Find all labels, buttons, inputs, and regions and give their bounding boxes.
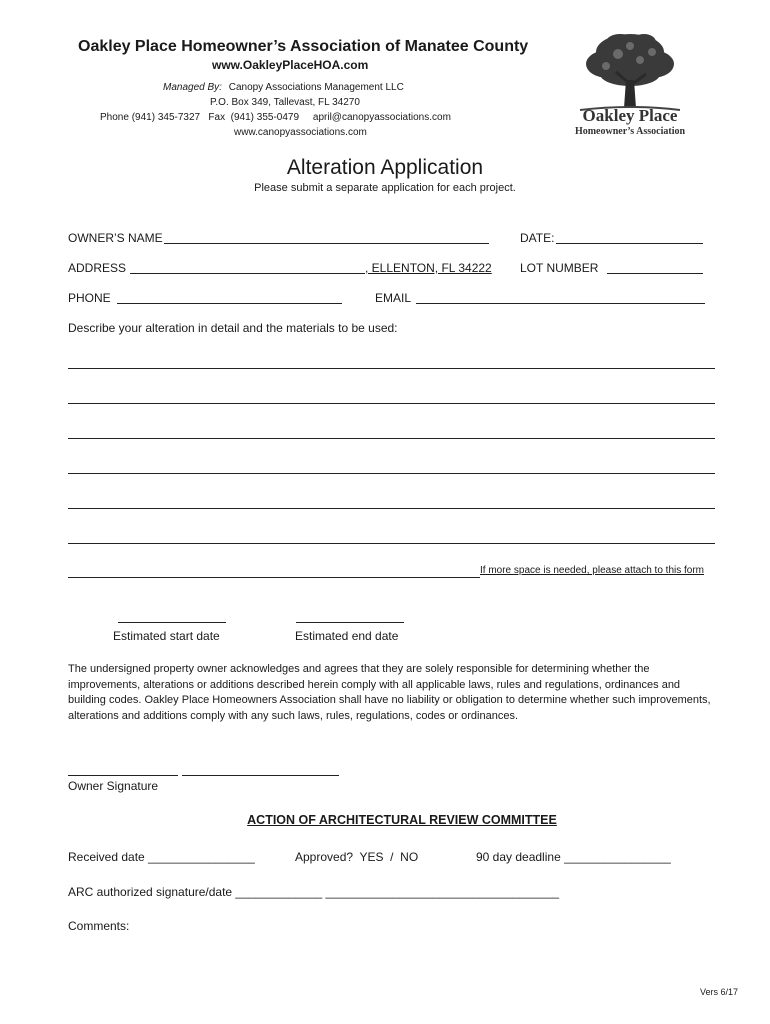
description-line-6[interactable]	[68, 543, 715, 544]
form-title: Alteration Application	[286, 156, 484, 179]
description-line-5[interactable]	[68, 508, 715, 509]
owner-signature-field[interactable]	[68, 775, 178, 776]
phone-label: PHONE	[68, 291, 111, 305]
version-label: Vers 6/17	[699, 987, 738, 997]
contact-line: Phone (941) 345-7327 Fax (941) 355-0479 april@canopyassociations.com	[100, 112, 451, 123]
association-title: Oakley Place Homeowner’s Association of Manatee County	[78, 38, 529, 55]
email-label: EMAIL	[375, 291, 412, 305]
description-line-4[interactable]	[68, 473, 715, 474]
description-line-7[interactable]	[68, 577, 480, 578]
form-subtitle: Please submit a separate application for each project.	[254, 182, 516, 194]
email-field[interactable]	[416, 303, 705, 304]
address-city-suffix: , ELLENTON, FL 34222	[365, 261, 492, 275]
approved-label: Approved? YES / NO	[295, 850, 419, 864]
ninety-day-deadline-label: 90 day deadline ________________	[476, 850, 671, 864]
po-box: P.O. Box 349, Tallevast, FL 34270	[210, 97, 360, 108]
managed-by-line	[163, 82, 404, 93]
lot-number-field[interactable]	[607, 273, 703, 274]
arc-signature-label: ARC authorized signature/date _____________ ___________________________________	[68, 885, 560, 899]
date-field[interactable]	[556, 243, 703, 244]
arc-section-title: ACTION OF ARCHITECTURAL REVIEW COMMITTEE	[247, 813, 557, 827]
comments-label: Comments:	[68, 919, 130, 933]
owner-name-field[interactable]	[164, 243, 489, 244]
lot-number-label: LOT NUMBER	[520, 261, 599, 275]
phone-field[interactable]	[117, 303, 342, 304]
end-date-label: Estimated end date	[295, 629, 399, 643]
received-date-label: Received date ________________	[68, 850, 255, 864]
description-line-3[interactable]	[68, 438, 715, 439]
description-line-2[interactable]	[68, 403, 715, 404]
association-website: www.OakleyPlaceHOA.com	[212, 58, 369, 72]
describe-label: Describe your alteration in detail and the materials to be used:	[68, 321, 398, 335]
owner-signature-date-field[interactable]	[182, 775, 339, 776]
managed-by-label: Managed By:	[163, 82, 222, 93]
address-label: ADDRESS	[68, 261, 127, 275]
managed-by-value: Canopy Associations Management LLC	[228, 82, 404, 93]
start-date-label: Estimated start date	[113, 629, 220, 643]
description-line-1[interactable]	[68, 368, 715, 369]
logo-subtitle: Homeowner’s Association	[574, 126, 686, 137]
owner-signature-label: Owner Signature	[68, 779, 159, 793]
end-date-field[interactable]	[296, 622, 404, 623]
logo-name: Oakley Place	[582, 106, 678, 125]
start-date-field[interactable]	[118, 622, 226, 623]
owner-name-label: OWNER’S NAME	[68, 231, 163, 245]
management-website: www.canopyassociations.com	[234, 127, 367, 138]
acknowledgement-paragraph: The undersigned property owner acknowledges and agrees that they are solely responsible for determining whether the improvements, alterations or additions described herein comply with all applicable laws, rules and regulations, ordinances and building codes. Oakley Place Homeowners Association shall have no liability or obligation to determine whether such improvements, alterations and additions comply with any such laws, rules, regulations, codes or ordinances.	[68, 663, 711, 722]
more-space-note: If more space is needed, please attach to this form	[480, 565, 705, 576]
date-label: DATE:	[520, 231, 555, 245]
address-field[interactable]	[130, 273, 365, 274]
